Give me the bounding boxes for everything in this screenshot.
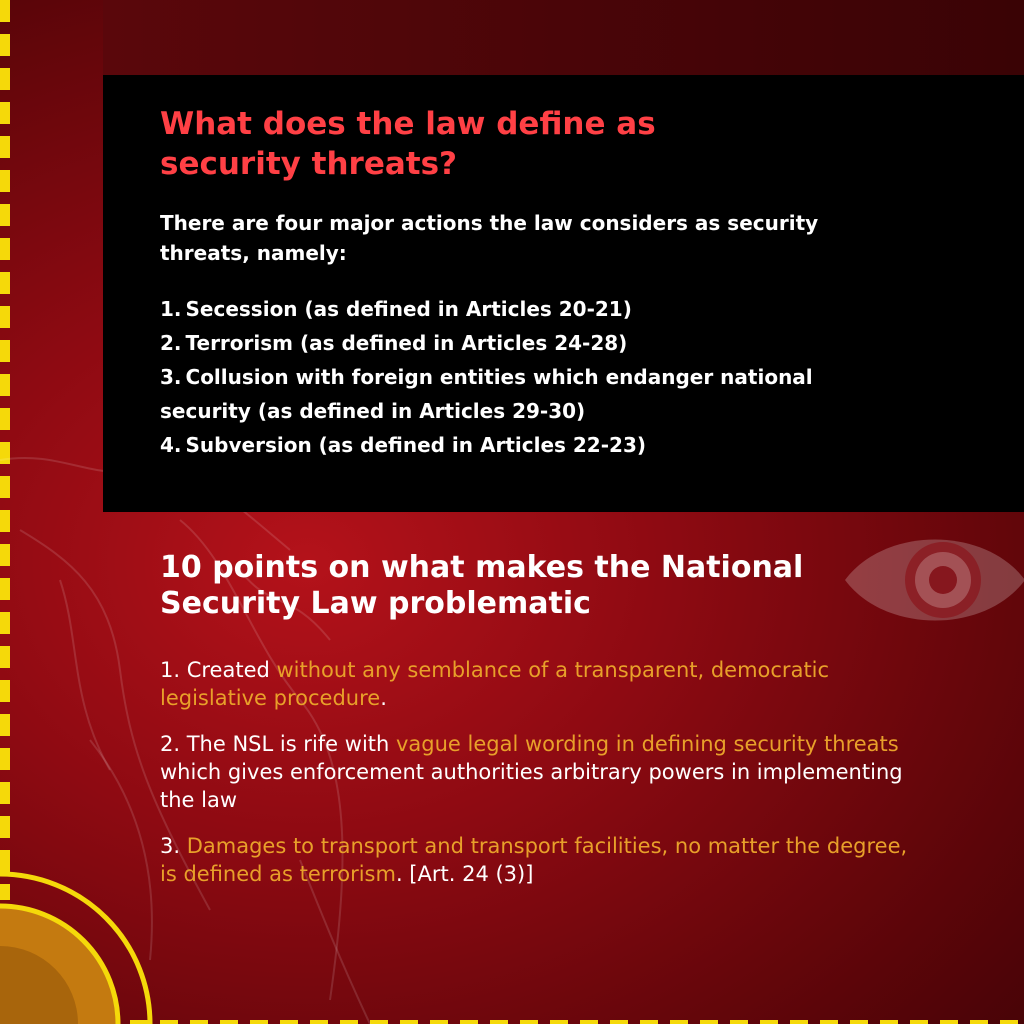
- list-item: 4. Subversion (as defined in Articles 22-23): [160, 433, 646, 457]
- bottom-dashed-border: [40, 1020, 1024, 1024]
- threats-intro: There are four major actions the law considers as security threats, namely:: [160, 211, 819, 265]
- list-item: 1. Created without any semblance of a transparent, democratic legislative procedure.: [160, 658, 830, 710]
- section-title-threats: What does the law define as security threats?: [160, 106, 656, 182]
- left-dashed-border: [0, 0, 10, 900]
- eye-icon: [845, 518, 1024, 642]
- section-title-problems: 10 points on what makes the National Security Law problematic: [160, 550, 804, 621]
- top-band: [103, 0, 1024, 75]
- concentric-circles-decoration: [0, 870, 160, 1024]
- problem-points: [160, 656, 920, 906]
- threat-list: [160, 292, 880, 462]
- list-item: 1. Secession (as defined in Articles 20-21): [160, 297, 632, 321]
- list-item: 3. Collusion with foreign entities which endanger national security (as defined in Articles 29-30): [160, 365, 813, 423]
- list-item: 2. Terrorism (as defined in Articles 24-28): [160, 331, 628, 355]
- list-item: 2. The NSL is rife with vague legal wording in defining security threats which gives enforcement authorities arbitrary powers in implementing the law: [160, 732, 903, 812]
- list-item: 3. Damages to transport and transport facilities, no matter the degree, is defined as terrorism. [Art. 24 (3)]: [160, 834, 908, 886]
